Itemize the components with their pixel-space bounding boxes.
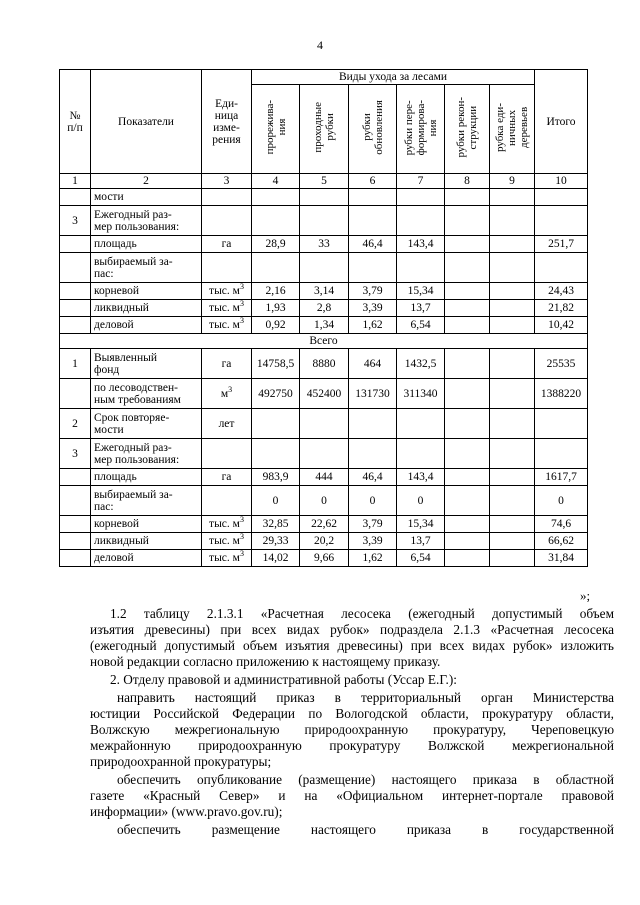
row-value — [445, 300, 490, 317]
row-value — [349, 253, 397, 283]
row-value — [445, 189, 490, 206]
header-total: Итого — [535, 70, 588, 174]
row-value: 143,4 — [397, 469, 445, 486]
row-num — [60, 317, 91, 334]
row-value: 28,9 — [252, 236, 300, 253]
header-col-single-tree-cutting: рубка еди- ничных деревьев — [490, 85, 535, 174]
row-unit — [202, 253, 252, 283]
table-row — [60, 283, 588, 300]
row-total: 74,6 — [535, 516, 588, 533]
row-value — [252, 206, 300, 236]
row-total: 31,84 — [535, 550, 588, 567]
row-unit-text: тыс. м — [209, 319, 240, 331]
row-indicator: по лесоводствен- ным требованиям — [91, 379, 202, 409]
row-value: 8880 — [300, 349, 349, 379]
row-value — [490, 317, 535, 334]
row-value — [445, 486, 490, 516]
row-num — [60, 236, 91, 253]
row-value — [490, 533, 535, 550]
row-value: 2,8 — [300, 300, 349, 317]
row-value: 464 — [349, 349, 397, 379]
row-unit — [202, 300, 252, 317]
table-row — [60, 550, 588, 567]
row-value: 983,9 — [252, 469, 300, 486]
row-value: 492750 — [252, 379, 300, 409]
row-unit-text: тыс. м — [209, 535, 240, 547]
row-value: 3,14 — [300, 283, 349, 300]
row-unit-text: тыс. м — [209, 285, 240, 297]
row-num — [60, 253, 91, 283]
row-unit — [202, 189, 252, 206]
row-value: 311340 — [397, 379, 445, 409]
row-value: 14,02 — [252, 550, 300, 567]
row-total: 0 — [535, 486, 588, 516]
row-unit-text: лет — [218, 417, 235, 430]
table-header — [60, 70, 588, 189]
row-value — [490, 379, 535, 409]
row-indicator: площадь — [91, 469, 202, 486]
row-unit-text: тыс. м — [209, 302, 240, 314]
unit-exponent: 3 — [239, 549, 244, 559]
row-unit-text: га — [221, 238, 232, 250]
row-value — [445, 469, 490, 486]
table-row — [60, 189, 588, 206]
row-value: 46,4 — [349, 469, 397, 486]
row-total: 10,42 — [535, 317, 588, 334]
row-total — [535, 253, 588, 283]
row-value: 29,33 — [252, 533, 300, 550]
header-col-renewal-cutting: рубки обновления — [349, 85, 397, 174]
table-row — [60, 349, 588, 379]
column-number: 9 — [490, 174, 535, 189]
row-indicator: площадь — [91, 236, 202, 253]
row-num — [60, 300, 91, 317]
row-value — [252, 409, 300, 439]
row-indicator: Выявленный фонд — [91, 349, 202, 379]
section-title: Всего — [60, 334, 588, 349]
row-value — [397, 409, 445, 439]
row-num — [60, 516, 91, 533]
unit-exponent: 3 — [239, 282, 244, 292]
row-value — [252, 439, 300, 469]
table-row — [60, 533, 588, 550]
row-value — [445, 439, 490, 469]
header-unit: Еди- ница изме- рения — [202, 70, 252, 174]
row-value: 444 — [300, 469, 349, 486]
row-unit — [202, 379, 252, 409]
row-indicator: ликвидный — [91, 533, 202, 550]
row-value — [397, 253, 445, 283]
row-num: 3 — [60, 206, 91, 236]
column-number: 2 — [91, 174, 202, 189]
row-unit — [202, 349, 252, 379]
column-number: 1 — [60, 174, 91, 189]
row-value — [445, 349, 490, 379]
row-total: 1617,7 — [535, 469, 588, 486]
row-unit — [202, 516, 252, 533]
paragraph-3-line-5: природоохранной прокуратуры; — [90, 754, 272, 769]
table-row — [60, 439, 588, 469]
header-col-thinning: прорежива- ния — [252, 85, 300, 174]
row-value — [300, 409, 349, 439]
row-indicator: Ежегодный раз- мер пользования: — [91, 206, 202, 236]
table-row — [60, 300, 588, 317]
row-total — [535, 189, 588, 206]
row-value — [490, 253, 535, 283]
header-col-passage-cutting: проходные рубки — [300, 85, 349, 174]
row-value: 15,34 — [397, 516, 445, 533]
row-value — [445, 253, 490, 283]
row-indicator: выбираемый за- пас: — [91, 253, 202, 283]
row-value — [445, 283, 490, 300]
paragraph-1-line-4: новой редакции согласно приложению к настоящему приказу. — [90, 654, 441, 669]
row-value: 3,39 — [349, 533, 397, 550]
row-unit — [202, 550, 252, 567]
paragraph-3-line-1: направить настоящий приказ в территориальный орган Министерства — [117, 690, 614, 705]
row-value: 452400 — [300, 379, 349, 409]
column-number: 4 — [252, 174, 300, 189]
row-value: 6,54 — [397, 550, 445, 567]
header-group: Виды ухода за лесами — [252, 70, 535, 85]
table-row — [60, 516, 588, 533]
row-value — [490, 550, 535, 567]
row-indicator: деловой — [91, 317, 202, 334]
paragraph-2-line-1: 2. Отделу правовой и административной работы (Уссар Е.Г.): — [110, 672, 457, 687]
row-total: 21,82 — [535, 300, 588, 317]
row-unit — [202, 486, 252, 516]
table-row — [60, 486, 588, 516]
row-value — [445, 550, 490, 567]
row-value: 0 — [252, 486, 300, 516]
row-value: 1,93 — [252, 300, 300, 317]
row-value — [490, 206, 535, 236]
closing-mark: »; — [580, 588, 591, 603]
row-value — [490, 486, 535, 516]
row-value — [445, 236, 490, 253]
unit-exponent: 3 — [239, 532, 244, 542]
column-numbers-row — [60, 174, 588, 189]
row-value: 14758,5 — [252, 349, 300, 379]
row-value — [490, 516, 535, 533]
row-unit — [202, 317, 252, 334]
paragraph-1-line-1: 1.2 таблицу 2.1.3.1 «Расчетная лесосека (ежегодный допустимый объем — [110, 606, 614, 621]
row-value: 0 — [397, 486, 445, 516]
row-value — [445, 516, 490, 533]
row-value — [445, 409, 490, 439]
unit-exponent: 3 — [239, 299, 244, 309]
row-value — [445, 317, 490, 334]
row-unit-text: тыс. м — [209, 552, 240, 564]
row-value: 3,79 — [349, 516, 397, 533]
paragraph-3-line-4: межрайонную природоохранную прокуратуру Волжской межрегиональной — [90, 738, 614, 753]
row-value — [300, 253, 349, 283]
row-value — [445, 206, 490, 236]
row-value: 9,66 — [300, 550, 349, 567]
row-value — [349, 439, 397, 469]
row-value: 0 — [349, 486, 397, 516]
row-num — [60, 189, 91, 206]
section-title-row — [60, 334, 588, 349]
row-total: 1388220 — [535, 379, 588, 409]
paragraph-5-line-1: обеспечить размещение настоящего приказа в государственной — [117, 822, 614, 837]
row-indicator: корневой — [91, 516, 202, 533]
row-total: 251,7 — [535, 236, 588, 253]
row-value — [490, 283, 535, 300]
page-number: 4 — [317, 38, 323, 52]
row-value — [490, 439, 535, 469]
row-value — [300, 206, 349, 236]
row-indicator: корневой — [91, 283, 202, 300]
table-row — [60, 253, 588, 283]
row-unit — [202, 206, 252, 236]
row-value — [490, 409, 535, 439]
row-value: 6,54 — [397, 317, 445, 334]
paragraph-1-line-3: (ежегодный допустимый объем изъятия древесины) при всех видах рубок» изложить — [90, 638, 614, 653]
row-value: 1,34 — [300, 317, 349, 334]
row-indicator: Ежегодный раз- мер пользования: — [91, 439, 202, 469]
column-number: 7 — [397, 174, 445, 189]
row-value: 46,4 — [349, 236, 397, 253]
row-value: 13,7 — [397, 533, 445, 550]
row-num — [60, 486, 91, 516]
row-value: 15,34 — [397, 283, 445, 300]
header-num: № п/п — [60, 70, 91, 174]
column-number: 10 — [535, 174, 588, 189]
row-total: 25535 — [535, 349, 588, 379]
row-indicator: Срок повторяе- мости — [91, 409, 202, 439]
column-number: 3 — [202, 174, 252, 189]
row-value — [490, 300, 535, 317]
row-value: 0,92 — [252, 317, 300, 334]
column-number: 8 — [445, 174, 490, 189]
row-value — [490, 469, 535, 486]
row-num — [60, 283, 91, 300]
column-number: 5 — [300, 174, 349, 189]
row-value — [445, 379, 490, 409]
row-num: 2 — [60, 409, 91, 439]
table-body — [60, 189, 588, 567]
row-total — [535, 439, 588, 469]
table-row — [60, 236, 588, 253]
row-value — [397, 439, 445, 469]
unit-exponent: 3 — [239, 316, 244, 326]
row-value — [349, 206, 397, 236]
paragraph-3-line-2: юстиции Российской Федерации по Вологодской области, прокуратуру области, — [90, 706, 614, 721]
row-value: 2,16 — [252, 283, 300, 300]
row-value — [349, 189, 397, 206]
row-value: 1,62 — [349, 550, 397, 567]
row-unit-text: м — [220, 387, 229, 400]
row-value: 143,4 — [397, 236, 445, 253]
paragraph-4-line-3: информации» (www.pravo.gov.ru); — [90, 804, 283, 819]
row-unit — [202, 533, 252, 550]
row-value — [300, 189, 349, 206]
row-value: 1432,5 — [397, 349, 445, 379]
column-number: 6 — [349, 174, 397, 189]
row-num — [60, 469, 91, 486]
row-value: 33 — [300, 236, 349, 253]
row-num — [60, 379, 91, 409]
row-num — [60, 533, 91, 550]
row-value — [445, 533, 490, 550]
paragraph-1-line-2: изъятия древесины) при всех видах рубок» подраздела 2.1.3 «Расчетная лесосека — [90, 622, 614, 637]
row-unit — [202, 469, 252, 486]
row-value: 20,2 — [300, 533, 349, 550]
row-total: 24,43 — [535, 283, 588, 300]
unit-exponent: 3 — [239, 515, 244, 525]
row-total — [535, 409, 588, 439]
row-unit-text: тыс. м — [209, 518, 240, 530]
row-value — [300, 439, 349, 469]
row-total — [535, 206, 588, 236]
row-value: 1,62 — [349, 317, 397, 334]
row-value — [349, 409, 397, 439]
table-row — [60, 206, 588, 236]
table-row — [60, 409, 588, 439]
row-value — [397, 189, 445, 206]
row-value: 13,7 — [397, 300, 445, 317]
row-value: 22,62 — [300, 516, 349, 533]
row-indicator: мости — [91, 189, 202, 206]
row-unit — [202, 409, 252, 439]
forest-care-table — [59, 69, 588, 567]
row-value — [252, 189, 300, 206]
row-num: 1 — [60, 349, 91, 379]
row-unit — [202, 439, 252, 469]
paragraph-3-line-3: Волжскую межрегиональную природоохранную прокуратуру, Череповецкую — [90, 722, 614, 737]
table-row — [60, 317, 588, 334]
table-row — [60, 469, 588, 486]
row-unit — [202, 283, 252, 300]
row-value — [490, 236, 535, 253]
row-value — [490, 189, 535, 206]
row-unit — [202, 236, 252, 253]
row-value — [397, 206, 445, 236]
row-total: 66,62 — [535, 533, 588, 550]
row-num — [60, 550, 91, 567]
row-value — [252, 253, 300, 283]
paragraph-4-line-2: газете «Красный Север» и на «Официальном интернет-портале правовой — [90, 788, 614, 803]
paragraph-4-line-1: обеспечить опубликование (размещение) настоящего приказа в областной — [117, 772, 614, 787]
row-unit-text: га — [221, 357, 232, 370]
row-value: 3,79 — [349, 283, 397, 300]
row-value: 3,39 — [349, 300, 397, 317]
row-unit-text: га — [221, 471, 232, 483]
row-value — [490, 349, 535, 379]
row-value: 131730 — [349, 379, 397, 409]
header-indicators: Показатели — [91, 70, 202, 174]
row-indicator: деловой — [91, 550, 202, 567]
row-num: 3 — [60, 439, 91, 469]
row-indicator: выбираемый за- пас: — [91, 486, 202, 516]
header-col-reconstruction-cutting: рубки рекон- струкции — [445, 85, 490, 174]
header-col-reformation-cutting: рубки пере- формирова- ния — [397, 85, 445, 174]
unit-exponent: 3 — [228, 384, 233, 394]
row-value: 32,85 — [252, 516, 300, 533]
row-indicator: ликвидный — [91, 300, 202, 317]
table-row — [60, 379, 588, 409]
row-value: 0 — [300, 486, 349, 516]
